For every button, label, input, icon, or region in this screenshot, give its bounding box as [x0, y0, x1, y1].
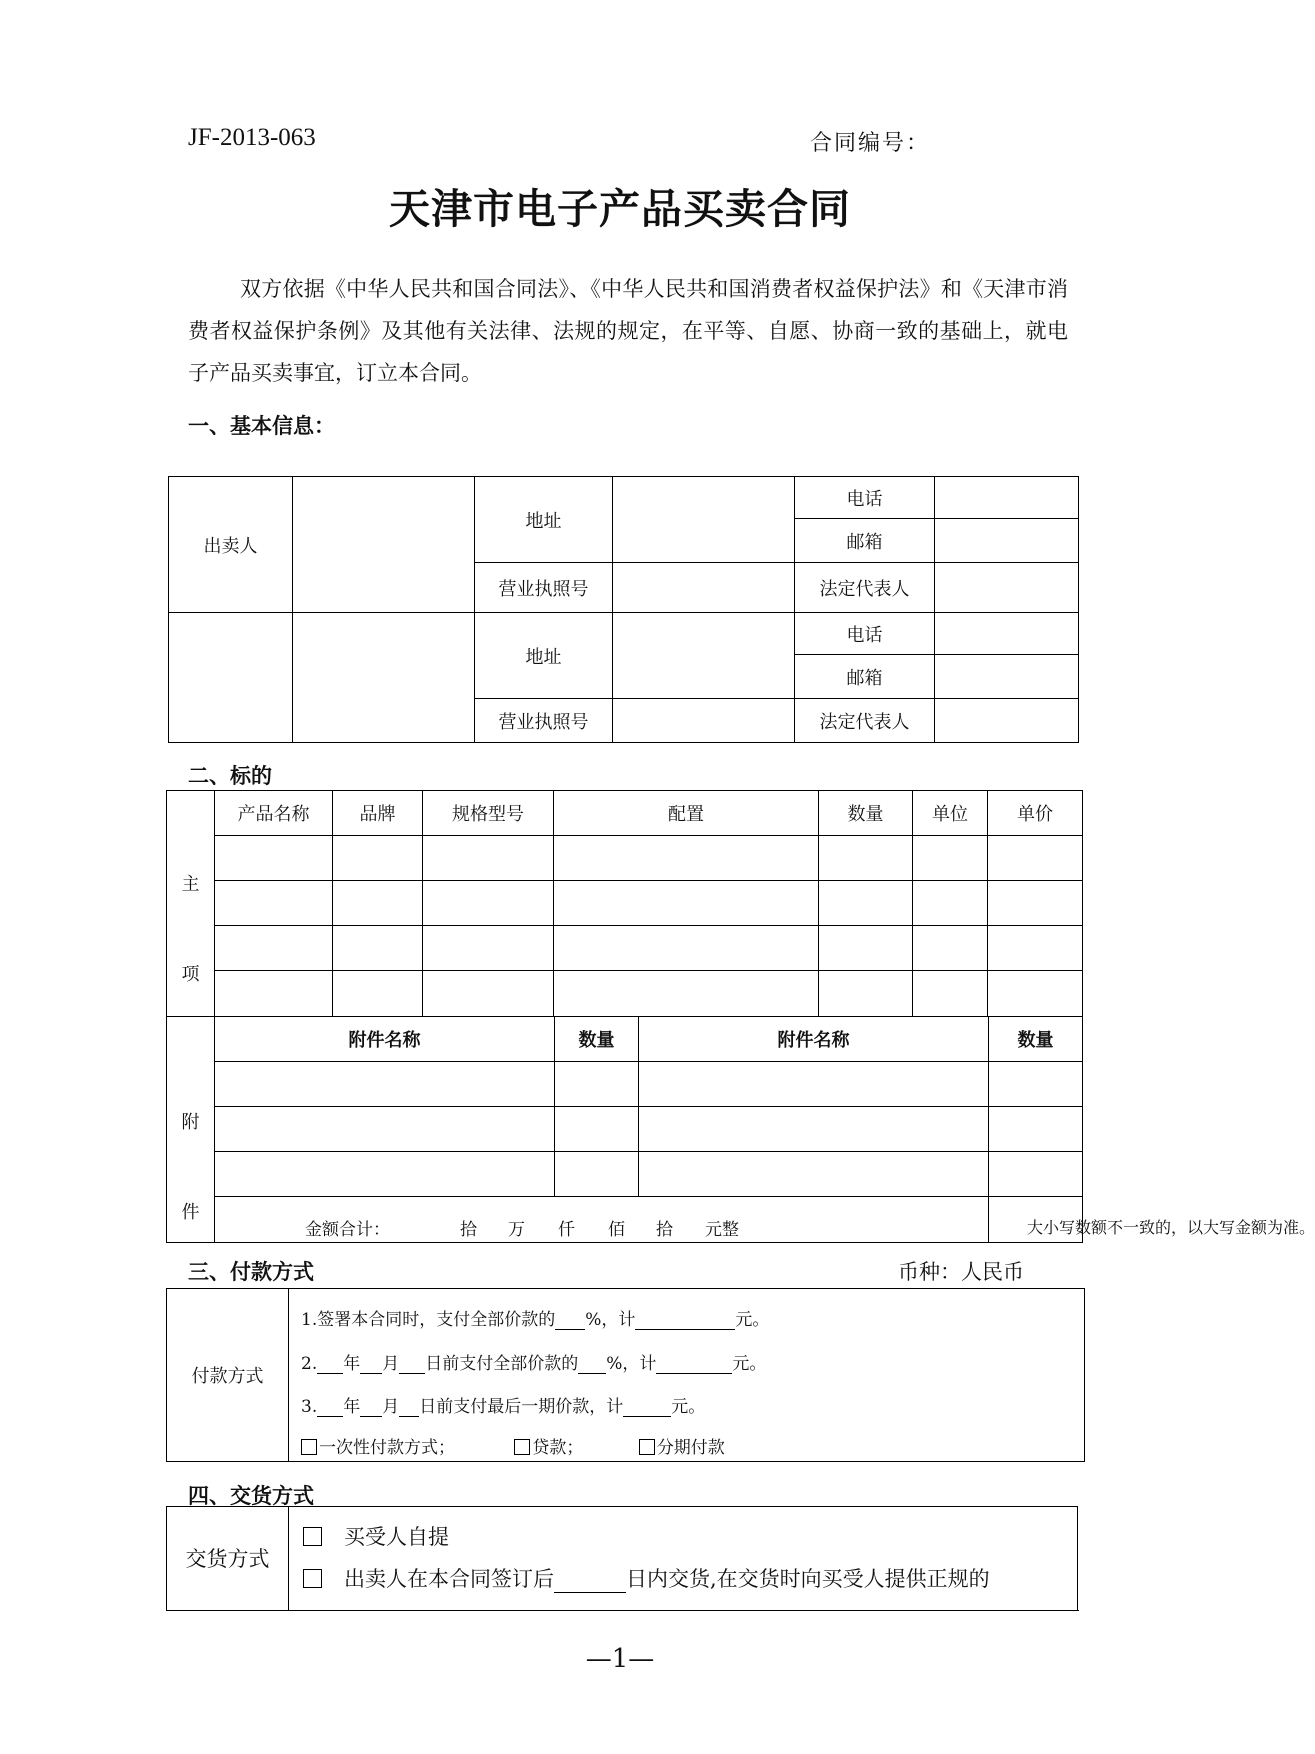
cell-input[interactable]: [333, 971, 423, 1017]
main-items-table: [166, 790, 1083, 1017]
seller-address-label: 地址: [475, 477, 613, 563]
payment-line-1-text: 1.签署本合同时，支付全部价款的: [301, 1310, 556, 1330]
unit-wan: 万: [508, 1220, 525, 1240]
cell-input[interactable]: [989, 1107, 1083, 1152]
col-unit-price: 单价: [988, 791, 1083, 836]
col-product-name: 产品名称: [215, 791, 333, 836]
percent-blank[interactable]: [555, 1311, 585, 1330]
cell-input[interactable]: [215, 971, 333, 1017]
buyer-name-field[interactable]: [293, 613, 475, 743]
col-acc-qty-2: 数量: [989, 1017, 1083, 1062]
payment-method-label: 付款方式: [167, 1289, 289, 1462]
delivery-option-self-pickup[interactable]: [303, 1521, 449, 1551]
intro-text: 双方依据《中华人民共和国合同法》、《中华人民共和国消费者权益保护法》和《天津市消费者权益保护条例》及其他有关法律、法规的规定，在平等、自愿、协商一致的基础上，就电子产品买卖事宜，订立本合同。: [188, 277, 1068, 385]
payment-line-2-num: 2.: [301, 1354, 318, 1374]
cell-input[interactable]: [913, 836, 988, 881]
table-row: [167, 1062, 1083, 1107]
days-blank[interactable]: [554, 1570, 626, 1593]
cell-input[interactable]: [215, 1152, 555, 1197]
seller-delivers-text: 出卖人在本合同签订后: [344, 1567, 554, 1591]
unit-yuan: 元整: [705, 1220, 739, 1240]
accessories-table: [166, 1016, 1315, 1243]
seller-license-field[interactable]: [613, 563, 795, 613]
total-note: 大小写数额不一致的，以大写金额为准。: [1027, 1218, 1315, 1237]
col-acc-qty-1: 数量: [555, 1017, 639, 1062]
seller-legal-rep-label: 法定代表人: [795, 563, 935, 613]
month-label: 月: [382, 1354, 400, 1374]
year-label: 年: [343, 1397, 361, 1417]
col-config: 配置: [554, 791, 819, 836]
unit-shi-wan: 拾: [460, 1220, 477, 1240]
basic-info-table: [168, 476, 1079, 743]
buyer-license-field[interactable]: [613, 699, 795, 743]
currency-label: 币种：人民币: [898, 1260, 1024, 1284]
year-blank[interactable]: [317, 1398, 343, 1417]
checkbox-icon[interactable]: [303, 1569, 322, 1588]
cell-input[interactable]: [639, 1062, 989, 1107]
cell-input[interactable]: [554, 971, 819, 1017]
seller-legal-rep-field[interactable]: [935, 563, 1079, 613]
checkbox-icon[interactable]: [639, 1439, 655, 1455]
month-label: 月: [382, 1397, 400, 1417]
unit-qian: 仟: [558, 1220, 575, 1240]
col-brand: 品牌: [333, 791, 423, 836]
amount-blank[interactable]: [623, 1398, 671, 1417]
main-label-bottom: 项: [181, 963, 200, 985]
amount-blank[interactable]: [635, 1311, 735, 1330]
accessories-side-label: [167, 1017, 215, 1243]
cell-input[interactable]: [639, 1152, 989, 1197]
payment-line-3: [301, 1392, 705, 1417]
cell-input[interactable]: [333, 926, 423, 971]
col-unit: 单位: [913, 791, 988, 836]
payment-line-3-num: 3.: [301, 1397, 318, 1417]
buyer-email-label: 邮箱: [795, 655, 935, 699]
payment-line-2-end: 元。: [732, 1354, 767, 1374]
payment-line-2: [301, 1349, 766, 1374]
main-label-top: 主: [181, 873, 200, 895]
payment-line-2-text: 日前支付全部价款的: [425, 1354, 579, 1374]
delivery-divider: [288, 1507, 289, 1611]
buyer-address-field[interactable]: [613, 613, 795, 699]
cell-input[interactable]: [819, 881, 913, 926]
year-blank[interactable]: [317, 1355, 343, 1374]
seller-license-label: 营业执照号: [475, 563, 613, 613]
table-row: [167, 881, 1083, 926]
col-model: 规格型号: [423, 791, 554, 836]
col-acc-name-2: 附件名称: [639, 1017, 989, 1062]
cell-input[interactable]: [819, 926, 913, 971]
delivery-box: [166, 1506, 1078, 1611]
seller-delivers-text-end: 日内交货,在交货时向买受人提供正规的: [626, 1567, 990, 1591]
section-payment-title: 三、付款方式: [188, 1259, 314, 1284]
delivery-box-bottom-border: [166, 1610, 1079, 1611]
seller-phone-field[interactable]: [935, 477, 1079, 519]
unit-bai: 佰: [608, 1220, 625, 1240]
month-blank[interactable]: [360, 1398, 382, 1417]
document-title: 天津市电子产品买卖合同: [389, 185, 851, 233]
option-installment-label: 分期付款: [656, 1438, 725, 1458]
payment-line-3-text: 日前支付最后一期价款，计: [419, 1397, 624, 1417]
cell-input[interactable]: [988, 836, 1083, 881]
option-loan-label: 贷款；: [532, 1438, 584, 1458]
total-row: [167, 1197, 1083, 1243]
acc-label-bottom: 件: [181, 1201, 200, 1223]
table-row: [167, 836, 1083, 881]
total-amount-cell[interactable]: [215, 1197, 989, 1243]
percent-blank[interactable]: [578, 1355, 606, 1374]
table-row: [167, 1107, 1083, 1152]
payment-line-2-mid: %，计: [606, 1354, 657, 1374]
cell-input[interactable]: [819, 971, 913, 1017]
seller-phone-label: 电话: [795, 477, 935, 519]
cell-input[interactable]: [988, 881, 1083, 926]
option-lump-sum[interactable]: [301, 1438, 455, 1458]
section-basic-info-title: 一、基本信息：: [188, 413, 335, 438]
payment-line-3-end: 元。: [671, 1397, 706, 1417]
cell-input[interactable]: [913, 926, 988, 971]
payment-line-1: [301, 1305, 769, 1330]
buyer-phone-field[interactable]: [935, 613, 1079, 655]
month-blank[interactable]: [360, 1355, 382, 1374]
table-row: [167, 926, 1083, 971]
cell-input[interactable]: [555, 1152, 639, 1197]
cell-input[interactable]: [989, 1152, 1083, 1197]
year-label: 年: [343, 1354, 361, 1374]
cell-input[interactable]: [555, 1107, 639, 1152]
col-acc-name-1: 附件名称: [215, 1017, 555, 1062]
cell-input[interactable]: [555, 1062, 639, 1107]
seller-email-label: 邮箱: [795, 519, 935, 563]
checkbox-icon[interactable]: [514, 1439, 530, 1455]
payment-line-1-mid: %，计: [585, 1310, 636, 1330]
cell-input[interactable]: [554, 881, 819, 926]
amount-blank[interactable]: [656, 1355, 732, 1374]
cell-input[interactable]: [819, 836, 913, 881]
contract-number-label: 合同编号：: [810, 131, 931, 156]
cell-input[interactable]: [423, 881, 554, 926]
payment-line-1-end: 元。: [735, 1310, 770, 1330]
option-lump-sum-label: 一次性付款方式；: [319, 1438, 455, 1458]
cell-input[interactable]: [554, 836, 819, 881]
checkbox-icon[interactable]: [303, 1527, 322, 1546]
cell-input[interactable]: [215, 1107, 555, 1152]
page-number: —1—: [585, 1644, 655, 1674]
cell-input[interactable]: [215, 836, 333, 881]
table-row: [167, 1152, 1083, 1197]
payment-terms-cell: [289, 1289, 1085, 1462]
seller-name-field[interactable]: [293, 477, 475, 613]
cell-input[interactable]: [988, 971, 1083, 1017]
seller-address-field[interactable]: [613, 477, 795, 563]
buyer-label: [169, 613, 293, 743]
cell-input[interactable]: [333, 836, 423, 881]
self-pickup-label: 买受人自提: [344, 1525, 449, 1549]
cell-input[interactable]: [215, 926, 333, 971]
seller-email-field[interactable]: [935, 519, 1079, 563]
seller-label: 出卖人: [169, 477, 293, 613]
buyer-legal-rep-label: 法定代表人: [795, 699, 935, 743]
day-blank[interactable]: [399, 1398, 419, 1417]
cell-input[interactable]: [989, 1062, 1083, 1107]
cell-input[interactable]: [554, 926, 819, 971]
acc-label-top: 附: [181, 1111, 200, 1133]
cell-input[interactable]: [215, 1062, 555, 1107]
main-items-side-label: [167, 791, 215, 1017]
buyer-phone-label: 电话: [795, 613, 935, 655]
total-label: 金额合计：: [305, 1220, 390, 1240]
option-installment[interactable]: [639, 1438, 725, 1458]
cell-input[interactable]: [639, 1107, 989, 1152]
cell-input[interactable]: [215, 881, 333, 926]
cell-input[interactable]: [913, 971, 988, 1017]
payment-table: [166, 1288, 1085, 1462]
cell-input[interactable]: [423, 971, 554, 1017]
buyer-legal-rep-field[interactable]: [935, 699, 1079, 743]
cell-input[interactable]: [988, 926, 1083, 971]
document-code: JF-2013-063: [188, 124, 316, 151]
payment-options: [301, 1433, 725, 1458]
cell-input[interactable]: [423, 836, 554, 881]
section-delivery-title: 四、交货方式: [188, 1483, 314, 1508]
section-subject-title: 二、标的: [188, 763, 272, 788]
checkbox-icon[interactable]: [301, 1439, 317, 1455]
delivery-option-seller-delivers[interactable]: [303, 1563, 990, 1593]
cell-input[interactable]: [913, 881, 988, 926]
unit-shi: 拾: [656, 1220, 673, 1240]
day-blank[interactable]: [399, 1355, 425, 1374]
option-loan[interactable]: [514, 1438, 583, 1458]
cell-input[interactable]: [333, 881, 423, 926]
buyer-address-label: 地址: [475, 613, 613, 699]
total-note-cell: [989, 1197, 1315, 1243]
cell-input[interactable]: [423, 926, 554, 971]
intro-paragraph: [188, 268, 1068, 394]
buyer-license-label: 营业执照号: [475, 699, 613, 743]
table-row: [167, 971, 1083, 1017]
buyer-email-field[interactable]: [935, 655, 1079, 699]
col-quantity: 数量: [819, 791, 913, 836]
delivery-method-label: 交货方式: [185, 1547, 270, 1571]
